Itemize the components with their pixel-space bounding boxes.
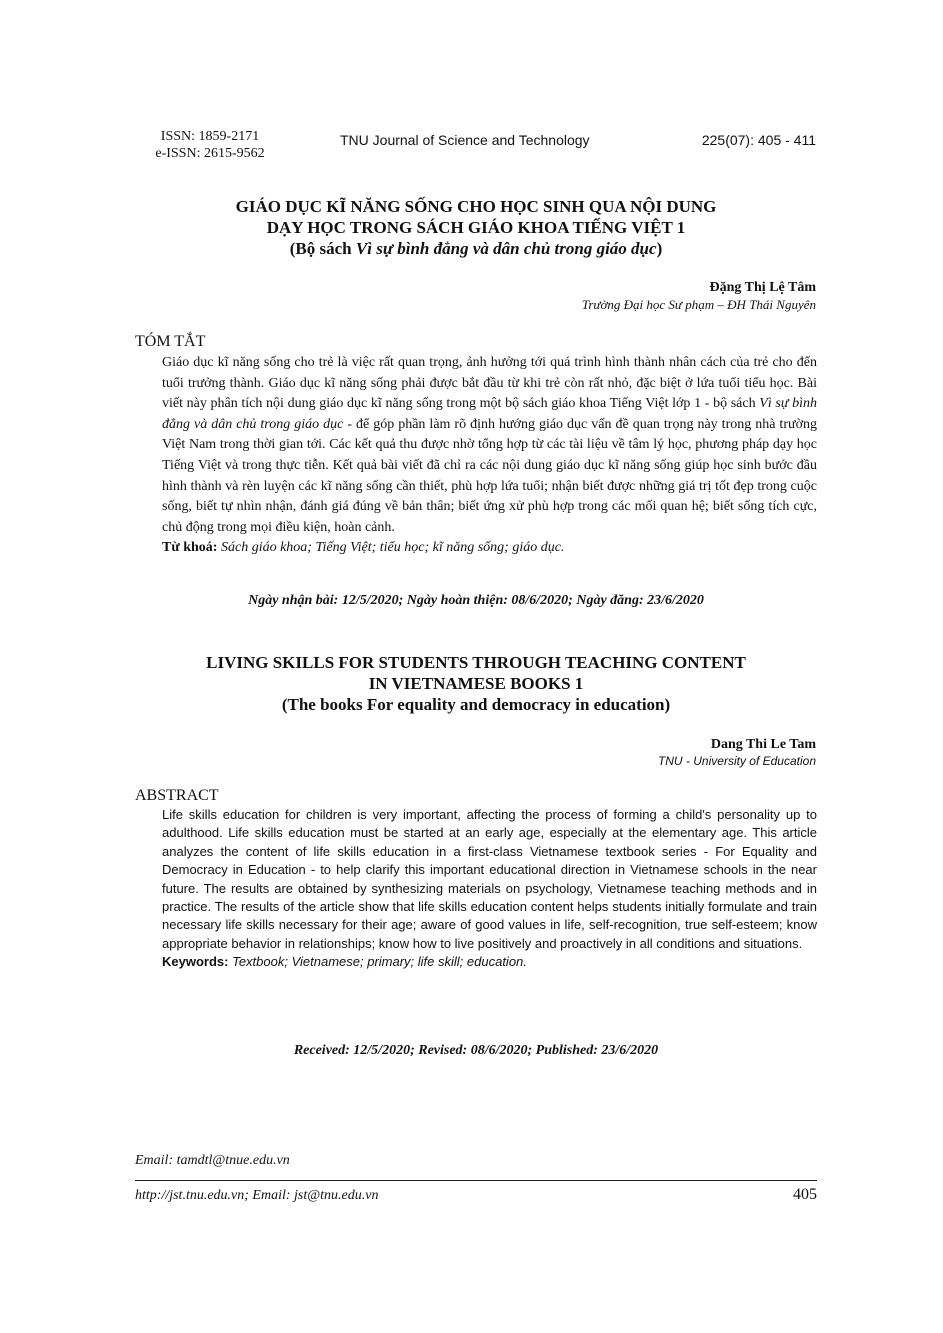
vn-title-line2: DẠY HỌC TRONG SÁCH GIÁO KHOA TIẾNG VIỆT 1 (266, 218, 686, 237)
vn-keywords-label: Từ khoá: (162, 540, 218, 556)
vn-title-line3 (110, 238, 842, 259)
en-keywords (162, 953, 817, 971)
author-email: Email: tamdtl@tnue.edu.vn (135, 1153, 290, 1168)
vn-abstract-text-italic: Vì sự bình đẳng và dân chủ trong giáo dục (162, 396, 817, 432)
vn-abstract (162, 353, 817, 559)
en-title-line2: IN VIETNAMESE BOOKS 1 (368, 674, 584, 693)
vn-title-line3-italic: Vì sự bình đẳng và dân chủ trong giáo dục (355, 239, 657, 258)
issn: ISSN: 1859-2171 (160, 129, 260, 144)
vn-abstract-text-1: Giáo dục kĩ năng sống cho trẻ là việc rất quan trọng, ảnh hưởng tới quá trình hình thành nhân cách của trẻ cho đến tuổi trưởng thành. Giáo dục kĩ năng sống phải được bắt đầu từ khi trẻ còn rất nhỏ, đặc biệt ở lứa tuổi tiểu học. Bài viết này phân tích nội dung giáo dục kĩ năng sống trong một bộ sách giáo khoa Tiếng Việt lớp 1 - bộ sách (162, 355, 817, 412)
vn-author: Đặng Thị Lệ Tâm (709, 280, 816, 295)
en-section-heading: ABSTRACT (135, 787, 219, 804)
footer-links: http://jst.tnu.edu.vn; Email: jst@tnu.edu.vn (135, 1188, 379, 1203)
en-keywords-list: Textbook; Vietnamese; primary; life skill; education. (228, 954, 527, 970)
en-title (110, 652, 842, 715)
en-abstract (162, 806, 817, 972)
page-number: 405 (793, 1186, 817, 1203)
vn-title (110, 196, 842, 259)
eissn: e-ISSN: 2615-9562 (155, 146, 265, 161)
en-affiliation: TNU - University of Education (657, 754, 816, 768)
vn-dates: Ngày nhận bài: 12/5/2020; Ngày hoàn thiện: 08/6/2020; Ngày đăng: 23/6/2020 (248, 593, 704, 608)
en-abstract-text: Life skills education for children is very important, affecting the process of forming a child's personality up to adulthood. Life skills education must be started at an early age, especially at the elementary age. This article analyzes the content of life skills education in a first-class Vietnamese textbook series - For Equality and Democracy in Education - to help clarify this important educational direction in Vietnamese schools in the near future. The results are obtained by synthesizing materials on psychology, Vietnamese teaching methods and in practice. The results of the article show that life skills education content helps students initially formulate and train necessary life skills necessary for their age; aware of good values in life, self-recognition, true self-esteem; know appropriate behavior in relationships; know how to live positively and proactively in all conditions and situations. (162, 807, 817, 951)
en-author: Dang Thi Le Tam (710, 737, 816, 752)
vn-title-line3-post: ) (656, 239, 663, 258)
vn-affiliation: Trường Đại học Sư phạm – ĐH Thái Nguyên (581, 297, 816, 312)
vn-keywords (162, 538, 817, 559)
footer-divider (135, 1180, 817, 1181)
vn-abstract-text-2: - để góp phần làm rõ định hướng giáo dục vấn đề quan trọng này trong nhà trường Việt Nam trong thời gian tới. Các kết quả thu được nhờ tổng hợp từ các tài liệu về tâm lý học, phương pháp dạy học Tiếng Việt và trong thực tiễn. Kết quả bài viết đã chỉ ra các nội dung giáo dục kĩ năng sống giúp học sinh bước đầu hình thành và rèn luyện các kĩ năng sống cần thiết, phù hợp lứa tuổi; nhận biết được những giá trị tốt đẹp trong cuộc sống, biết tự nhìn nhận, đánh giá đúng về bản thân; biết ứng xử phù hợp trong các mối quan hệ; biết sống tích cực, chủ động trong mọi điều kiện, hoàn cảnh. (162, 416, 817, 535)
en-dates: Received: 12/5/2020; Revised: 08/6/2020; Published: 23/6/2020 (293, 1043, 659, 1058)
journal-name: TNU Journal of Science and Technology (340, 132, 590, 148)
en-title-line3: (The books For equality and democracy in education) (281, 695, 671, 714)
vn-keywords-list: Sách giáo khoa; Tiếng Việt; tiểu học; kĩ năng sống; giáo dục. (217, 540, 565, 556)
en-keywords-label: Keywords: (162, 954, 229, 970)
vn-title-line1: GIÁO DỤC KĨ NĂNG SỐNG CHO HỌC SINH QUA NỘI DUNG (235, 197, 717, 216)
en-title-line1: LIVING SKILLS FOR STUDENTS THROUGH TEACHING CONTENT (206, 653, 746, 672)
volume-pages: 225(07): 405 - 411 (701, 132, 816, 148)
issn-block (140, 128, 280, 162)
vn-title-line3-pre: (Bộ sách (289, 239, 356, 258)
vn-section-heading: TÓM TẮT (135, 333, 206, 350)
